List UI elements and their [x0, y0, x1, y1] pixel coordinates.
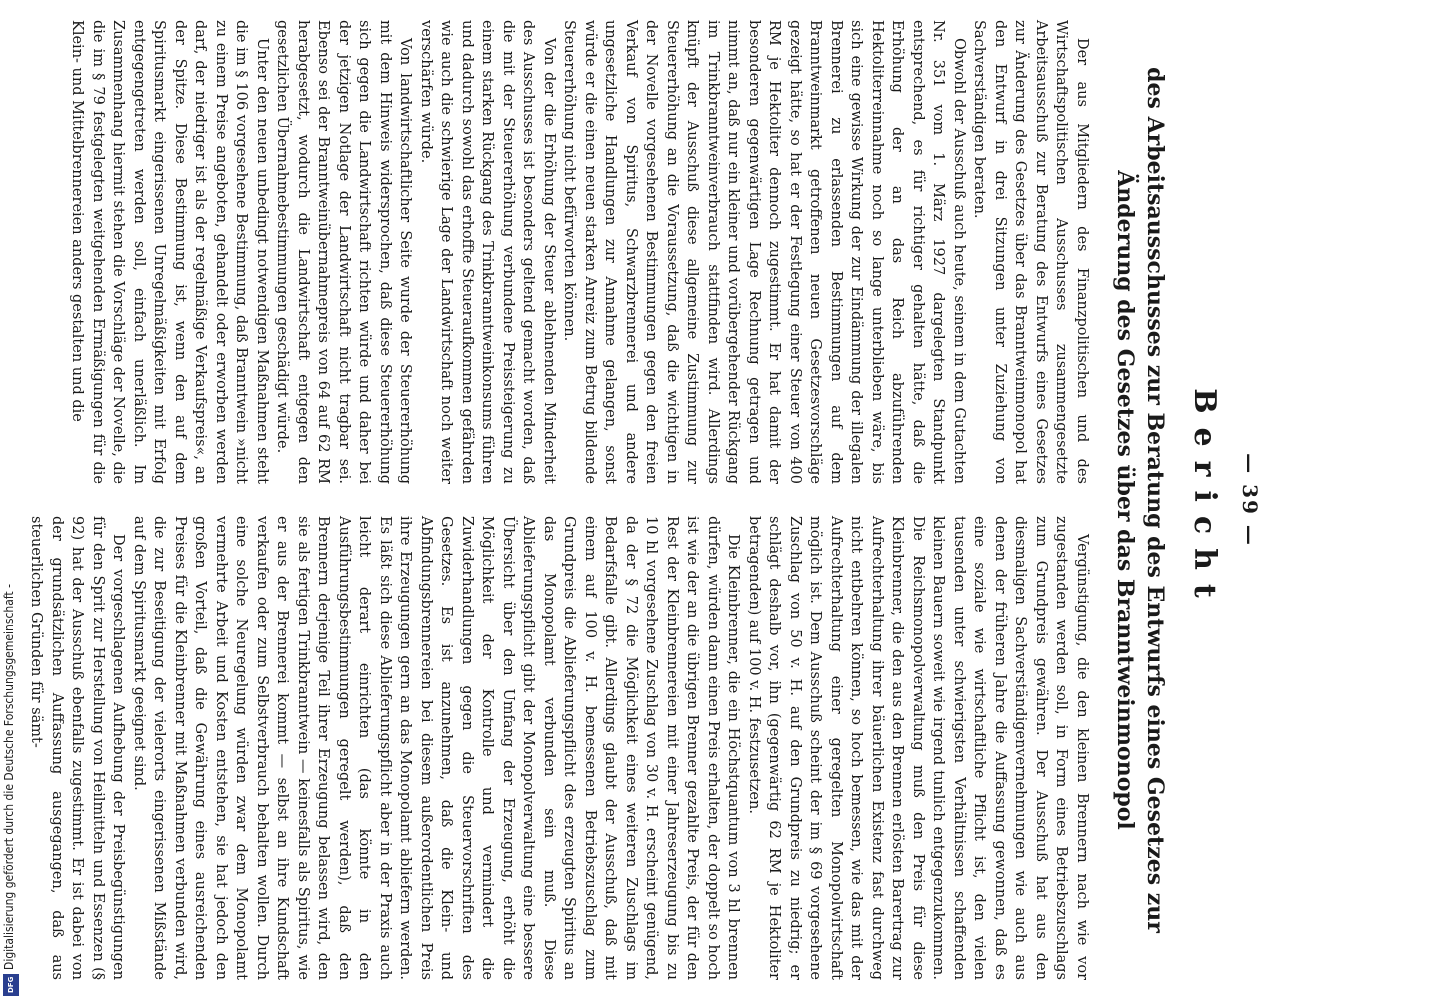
dfg-logo: DFG: [3, 974, 19, 996]
digitization-footer: [0, 0, 22, 1000]
paragraph: Der vorgeschlagenen Aufhebung der Preisbegünstigungen für den Sprit zur Herstellung von Heilmitteln und Essenzen (§ 92) hat der Ausschuß ebenfalls zugestimmt. Er ist dabei von der grundsätzlichen Auffassung ausgegangen, daß aus steuerlichen Gründen für sämt-: [28, 516, 127, 980]
footer-credit-text: Digitalisierung gefördert durch die Deutsche Forschungsgemeinschaft -: [2, 584, 16, 970]
text-column-left: [69, 20, 1092, 484]
page-number: — 39 —: [1238, 453, 1262, 547]
report-subheading: des Arbeitsausschusses zur Beratung des Entwurfs eines Gesetzes zur Änderung des Gesetzes über das Branntweinmonopol: [1112, 67, 1168, 933]
paragraph: Obwohl der Ausschuß auch heute, seinem in dem Gutachten Nr. 351 vom 1. März 1927 dargelegten Standpunkt entsprechend, es für richtiger gehalten hätte, daß die Erhöhung der an das Reich abzuführenden Hektoliterreinnahme noch so lange unterblieben wäre, bis sich eine gewisse Wirkung der zur Eindämmung der illegalen Brennerei zu erlassenden Bestimmungen auf dem Branntweinmarkt getroffenen neuen Gesetzesvorschläge gezeigt hätte, so hat er der Festlegung einer Steuer von 400 RM je Hektoliter dennoch zugestimmt. Er hat damit der besonderen gegenwärtigen Lage Rechnung getragen und nimmt an, daß nur ein kleiner und vorübergehender Rückgang im Trinkbranntweinverbrauch stattfinden wird. Allerdings knüpft der Ausschuß diese allgemeine Zustimmung zur Steuererhöhung an die Voraussetzung, daß die wichtigen in der Novelle vorgesehenen Bestimmungen gegen den freien Verkauf von Spiritus, Schwarzbrennerei und andere ungesetzliche Handlungen zur Annahme gelangen, sonst würde er die einen neuen starken Anreiz zum Betrug bildende Steuererhöhung nicht befürworten können.: [561, 20, 967, 484]
text-columns: [28, 20, 1092, 980]
document-body: [28, 0, 1270, 1000]
paragraph: Unter den neuen unbedingt notwendigen Maßnahmen steht die im § 106 vorgesehene Bestimmung, daß Branntwein »nicht zu einem Preise angeboten, gehandelt oder erworben werden darf, der niedriger ist als der regelmäßige Verkaufspreis«, an der Spitze. Diese Bestimmung ist, wenn den auf dem Spiritusmarkt eingerissenen Unregelmäßigkeiten mit Erfolg entgegengetreten werden soll, einfach unerläßlich. Im Zusammenhang hiermit stehen die Vorschläge der Novelle, die die im § 79 festgelegten weitgehenden Ermäßigungen für die Klein- und Mittelbrennereien anders gestalten und die: [69, 20, 270, 484]
report-heading: Bericht: [1187, 388, 1222, 612]
paragraph: Von der die Erhöhung der Steuer ablehnenden Minderheit des Ausschusses ist besonders geltend gemacht worden, daß die mit der Steuererhöhung verbundene Preissteigerung zu einem starken Rückgang des Trinkbranntweinkonsums führen und dadurch sowohl das erhoffte Steueraufkommen gefährden wie auch die schwierige Lage der Landwirtschaft noch weiter verschärfen würde.: [418, 20, 557, 484]
paragraph: Die Kleinbrenner, die ein Höchstquantum von 3 hl brennen dürfen, würden dann einen Preis erhalten, der doppelt so hoch ist wie der an die übrigen Brenner gezahlte Preis, der für den Rest der Kleinbrennereien mit einer Jahreserzeugung bis zu 10 hl vorgesehene Zuschlag von 30 v. H. erscheint genügend, da der § 72 die Möglichkeit eines weiteren Zuschlags im Bedarfsfalle gibt. Allerdings glaubt der Ausschuß, daß mit einem auf 100 v. H. bemessenen Betriebszuschlag zum Grundpreis die Ablieferungspflicht des erzeugten Spiritus an das Monopolamt verbunden sein muß. Diese Ablieferungspflicht gibt der Monopolverwaltung eine bessere Übersicht über den Umfang der Erzeugung, erhöht die Möglichkeit der Kontrolle und vermindert die Zuwiderhandlungen gegen die Steuervorschriften des Gesetzes. Es ist anzunehmen, daß die Klein- und Abfindungsbrennereien bei diesem außerordentlichen Preis ihre Erzeugungen gern an das Monopolamt abliefern werden. Es läßt sich diese Ablieferungspflicht aber in der Praxis auch leicht derart einrichten (das könnte in den Ausführungsbestimmungen geregelt werden), daß den Brennern derjenige Teil ihrer Erzeugung belassen wird, den sie als fertigen Trinkbranntwein — keinesfalls als Spiritus, wie er aus der Brennerei kommt — selbst an ihre Kundschaft verkaufen oder zum Selbstverbrauch behalten wollen. Durch eine solche Neuregelung würden zwar dem Monopolamt vermehrte Arbeit und Kosten entstehen, sie hat jedoch den großen Vorteil, daß die Gewährung eines ausreichenden Preises für die Kleinbrenner mit Maßnahmen verbunden wird, die zur Beseitigung der vielerorts eingerissenen Mißstände auf dem Spiritusmarkt geeignet sind.: [131, 516, 742, 980]
paragraph: Vergünstigung, die den kleinen Brennern nach wie vor zugestanden werden soll, in Form eines Betriebszuschlags zum Grundpreis gewähren. Der Ausschuß hat aus den diesmaligen Sachverständigenvernehmungen wie auch aus denen der früheren Jahre die Auffassung gewonnen, daß es eine soziale wie wirtschaftliche Pflicht ist, den vielen tausenden unter schwierigsten Verhältnissen schaffenden kleinen Bauern soweit wie irgend tunlich entgegenzukommen. Die Reichsmonopolverwaltung muß den Preis für diese Kleinbrenner, die den aus den Brennen erlösten Barertrag zur Aufrechterhaltung ihrer bäuerlichen Existenz fast durchweg nicht entbehren können, so hoch bemessen, wie das mit der Aufrechterhaltung einer geregelten Monopolwirtschaft möglich ist. Dem Ausschuß scheint der im § 69 vorgesehene Zuschlag von 50 v. H. auf den Grundpreis zu niedrig; er schlägt deshalb vor, ihn (gegenwärtig 62 RM je Hektoliter betragenden) auf 100 v. H. festzusetzen.: [746, 516, 1090, 980]
paragraph: Von landwirtschaftlicher Seite wurde der Steuererhöhung mit dem Hinweis widersprochen, daß diese Steuererhöhung sich gegen die Landwirtschaft richten würde und daher bei der jetzigen Notlage der Landwirtschaft nicht tragbar sei. Ebenso sei der Branntweinübernahmepreis von 64 auf 62 RM herabgesetzt, wodurch die Landwirtschaft entgegen den gesetzlichen Übernahmebestimmungen geschädigt würde.: [274, 20, 414, 484]
paragraph: Der aus Mitgliedern des Finanzpolitischen und des Wirtschaftspolitischen Ausschusses zusammengesetzte Arbeitsausschuß zur Beratung des Entwurfs eines Gesetzes zur Änderung des Gesetzes über das Branntweinmonopol hat den Entwurf in drei Sitzungen unter Zuziehung von Sachverständigen beraten.: [971, 20, 1090, 484]
text-column-right: [28, 516, 1092, 980]
